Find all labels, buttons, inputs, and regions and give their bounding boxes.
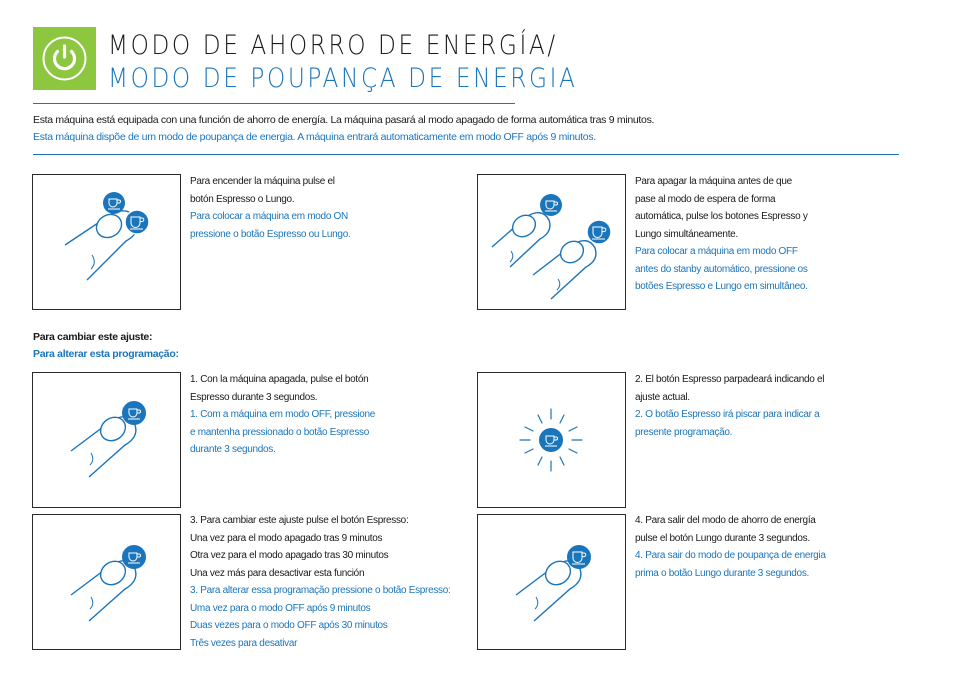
step3-illustration [32,514,181,650]
instruction-line: 1. Com a máquina em modo OFF, pressione [190,409,376,420]
instruction-line: presente programação. [635,426,733,438]
instruction-line: automática, pulse los botones Espresso y [635,211,808,222]
instruction-line: antes do stanby automático, pressione os [635,263,808,275]
step1-text [190,371,450,459]
finger-press-icon [33,373,180,507]
instruction-line: Uma vez para o modo OFF após 9 minutos [190,602,371,614]
lungo-cup-icon [587,220,611,244]
switch-off-text [635,173,895,296]
page-title-es: MODO DE AHORRO DE ENERGÍA/ [108,30,558,61]
instruction-line: Para encender la máquina pulse el [190,176,335,187]
instruction-line: botón Espresso o Lungo. [190,193,295,205]
lungo-cup-icon [125,210,149,234]
page-title-pt: MODO DE POUPANÇA DE ENERGIA [108,63,578,94]
power-icon [33,27,96,90]
instruction-line: prima o botão Lungo durante 3 segundos. [635,567,809,579]
instruction-line: pressione o botão Espresso ou Lungo. [190,228,351,240]
instruction-line: Una vez más para desactivar esta función [190,567,365,579]
instruction-line: Para colocar a máquina em modo OFF [635,246,798,257]
instruction-line: Otra vez para el modo apagado tras 30 minutos [190,550,389,561]
finger-press-icon [478,175,625,309]
instruction-line: Duas vezes para o modo OFF após 30 minutos [190,620,388,631]
instruction-line: 3. Para cambiar este ajuste pulse el botón Espresso: [190,515,409,526]
instruction-line: 1. Con la máquina apagada, pulse el botón [190,374,369,385]
instruction-line: Lungo simultáneamente. [635,228,738,240]
instruction-line: botões Espresso e Lungo em simultâneo. [635,281,808,292]
instruction-line: Espresso durante 3 segundos. [190,391,318,403]
change-setting-heading-pt: Para alterar esta programação: [33,348,179,360]
espresso-cup-icon [103,192,125,214]
instruction-line: 3. Para alterar essa programação pressione o botão Espresso: [190,585,451,596]
finger-press-icon [478,515,625,649]
change-setting-heading-es: Para cambiar este ajuste: [33,331,153,343]
instruction-line: 4. Para sair do modo de poupança de energia [635,550,826,561]
step2-illustration [477,372,626,508]
instruction-line: Una vez para el modo apagado tras 9 minutos [190,532,383,544]
instruction-line: Para apagar la máquina antes de que [635,176,792,187]
step4-illustration [477,514,626,650]
instruction-line: Para colocar a máquina em modo ON [190,211,348,222]
finger-press-icon [33,515,180,649]
switch-on-illustration [32,174,181,310]
instruction-line: pulse el botón Lungo durante 3 segundos. [635,532,810,544]
step2-text [635,371,895,441]
instruction-line: Três vezes para desativar [190,637,298,649]
section-divider [33,154,899,155]
instruction-line: 4. Para salir del modo de ahorro de energía [635,515,816,526]
blinking-button-icon [478,373,625,507]
espresso-cup-icon [122,401,146,425]
intro-pt: Esta máquina dispõe de um modo de poupança de energia. A máquina entrará automaticamente em modo OFF após 9 minutos. [33,131,596,143]
step1-illustration [32,372,181,508]
instruction-line: pase al modo de espera de forma [635,193,776,205]
instruction-line: 2. El botón Espresso parpadeará indicando el [635,374,825,385]
title-divider [33,103,515,104]
step3-text [190,512,470,652]
instruction-line: ajuste actual. [635,391,690,403]
finger-press-icon [33,175,180,309]
instruction-line: durante 3 segundos. [190,444,276,455]
instruction-line: e mantenha pressionado o botão Espresso [190,426,369,438]
espresso-cup-icon [539,428,563,452]
lungo-cup-icon [567,545,591,569]
intro-es: Esta máquina está equipada con una función de ahorro de energía. La máquina pasará al modo apagado de forma automática tras 9 minutos. [33,114,655,126]
espresso-cup-icon [540,194,562,216]
instruction-line: 2. O botão Espresso irá piscar para indicar a [635,409,820,420]
switch-on-text [190,173,450,243]
step4-text [635,512,895,582]
espresso-cup-icon [122,545,146,569]
switch-off-illustration [477,174,626,310]
